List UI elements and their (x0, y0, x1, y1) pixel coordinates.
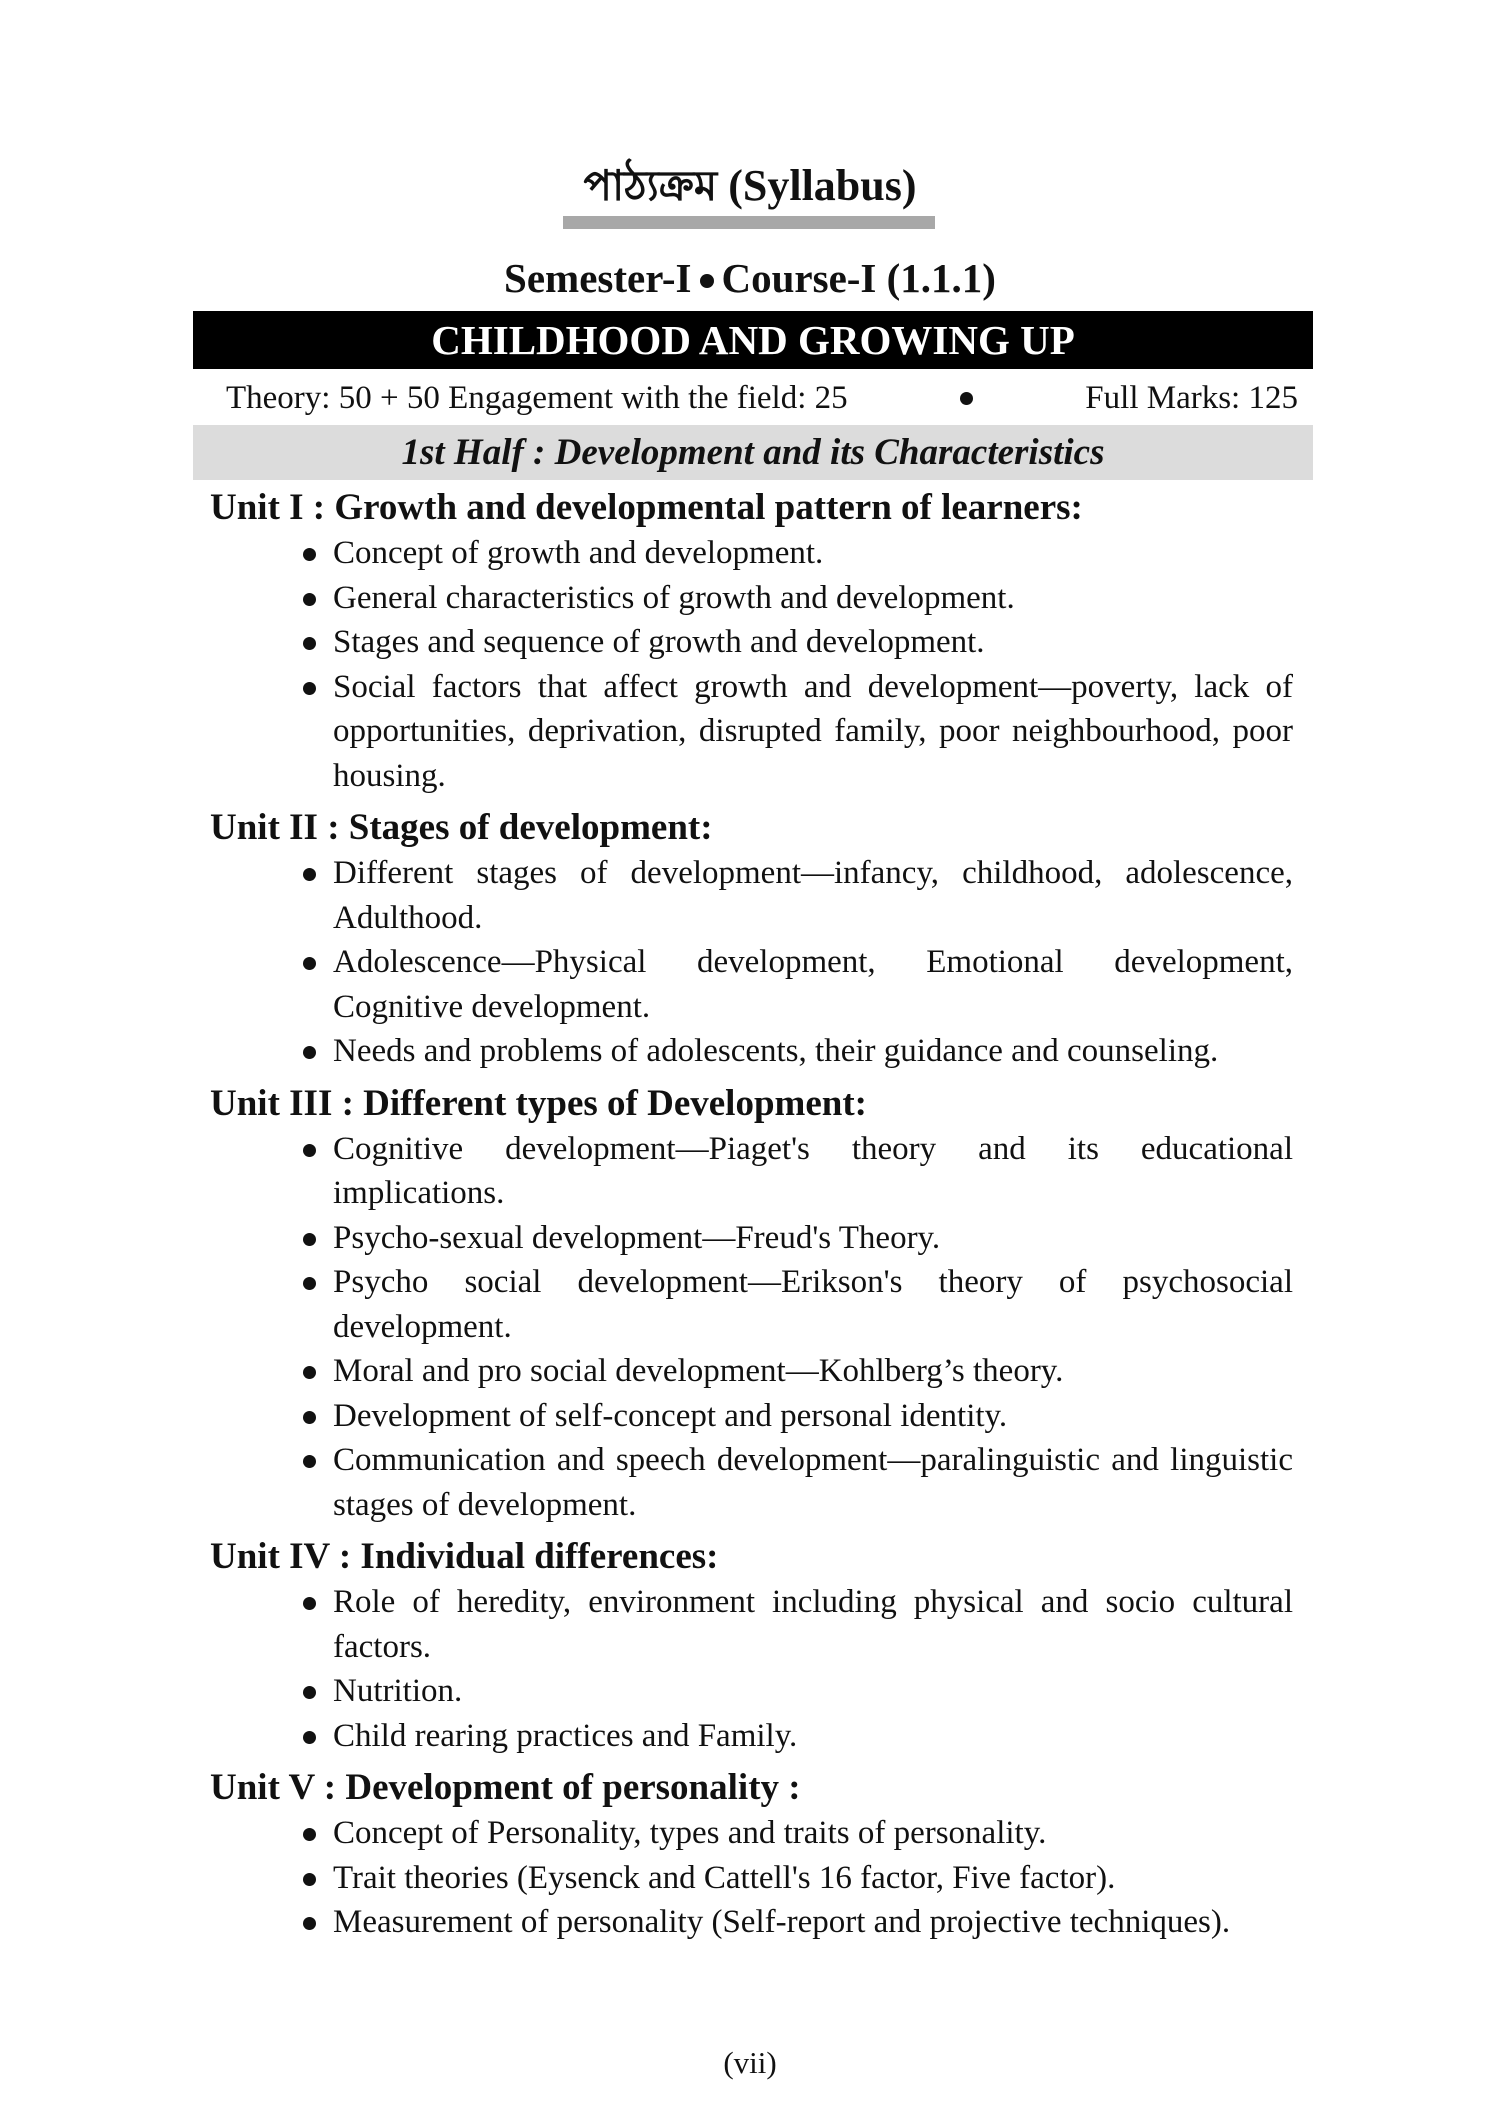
marks-line (226, 376, 1298, 420)
bullet-icon (303, 1686, 316, 1699)
unit-items (0, 531, 1500, 798)
list-item-text: Needs and problems of adolescents, their guidance and counseling. (333, 1033, 1219, 1069)
list-item (333, 531, 1293, 576)
list-item-text: Psycho social development—Erikson's theory of psychosocial development. (333, 1264, 1293, 1345)
semester-label: Semester-I (504, 255, 692, 301)
list-item-text: Psycho-sexual development—Freud's Theory. (333, 1219, 941, 1256)
unit-heading: Unit IV : Individual differences: (210, 1536, 719, 1577)
list-item (333, 665, 1293, 799)
list-item-text: Moral and pro social development—Kohlberg’s theory. (333, 1353, 1064, 1389)
unit-items (0, 1127, 1500, 1528)
list-item (333, 1714, 1293, 1759)
unit-section (0, 1080, 1500, 1528)
title-english: (Syllabus) (728, 161, 917, 210)
list-item (333, 1900, 1293, 1945)
bullet-icon (303, 1144, 316, 1157)
bullet-icon (303, 868, 316, 881)
syllabus-title (583, 158, 916, 214)
bullet-icon (303, 1917, 316, 1930)
list-item (333, 1669, 1293, 1714)
list-item (333, 576, 1293, 621)
theory-marks: Theory: 50 + 50 Engagement with the field: 25 (226, 380, 848, 416)
bullet-icon (303, 637, 316, 650)
list-item-text: General characteristics of growth and development. (333, 579, 1015, 616)
bullet-icon (303, 593, 316, 606)
list-item-text: Different stages of development—infancy, childhood, adolescence, Adulthood. (333, 855, 1293, 936)
bullet-icon (303, 1597, 316, 1610)
list-item (333, 1216, 1293, 1261)
unit-section (0, 1764, 1500, 1945)
bullet-separator-icon (960, 392, 973, 405)
unit-section (0, 484, 1500, 798)
unit-section (0, 804, 1500, 1074)
list-item (333, 1029, 1293, 1074)
list-item (333, 1856, 1293, 1901)
unit-items (0, 851, 1500, 1074)
list-item (333, 1127, 1293, 1216)
list-item-text: Stages and sequence of growth and development. (333, 624, 985, 660)
list-item-text: Concept of Personality, types and traits of personality. (333, 1815, 1047, 1851)
unit-heading: Unit II : Stages of development: (210, 807, 713, 848)
list-item-text: Concept of growth and development. (333, 535, 824, 571)
unit-heading: Unit III : Different types of Development: (210, 1082, 867, 1124)
bullet-icon (303, 1046, 316, 1059)
list-item-text: Child rearing practices and Family. (333, 1717, 798, 1754)
title-bengali: পাঠ্যক্রম (583, 161, 718, 210)
full-marks: Full Marks: 125 (1085, 380, 1298, 416)
list-item (333, 1394, 1293, 1439)
list-item (333, 1349, 1293, 1394)
list-item-text: Social factors that affect growth and development—poverty, lack of opportunities, deprivation, disrupted family, poor neighbourhood, poor housing. (333, 668, 1293, 794)
list-item (333, 1260, 1293, 1349)
list-item-text: Adolescence—Physical development, Emotional development, Cognitive development. (333, 944, 1293, 1025)
list-item-text: Nutrition. (333, 1673, 463, 1709)
units-list (0, 484, 1500, 1951)
bullet-icon (303, 548, 316, 561)
list-item-text: Trait theories (Eysenck and Cattell's 16 factor, Five factor). (333, 1859, 1116, 1896)
list-item (333, 1811, 1293, 1856)
course-label: Course-I (1.1.1) (721, 255, 996, 301)
list-item-text: Role of heredity, environment including physical and socio cultural factors. (333, 1584, 1293, 1665)
list-item-text: Development of self-concept and personal identity. (333, 1397, 1008, 1434)
list-item (333, 620, 1293, 665)
bullet-icon (303, 1233, 316, 1246)
bullet-icon (303, 1873, 316, 1886)
course-title-banner: CHILDHOOD AND GROWING UP (193, 311, 1313, 369)
title-underline-rule (563, 216, 935, 229)
list-item (333, 851, 1293, 940)
page-number: (vii) (723, 2045, 777, 2080)
list-item-text: Cognitive development—Piaget's theory and its educational implications. (333, 1130, 1293, 1211)
bullet-icon (303, 1828, 316, 1841)
list-item-text: Communication and speech development—paralinguistic and linguistic stages of development. (333, 1442, 1293, 1523)
bullet-icon (303, 1455, 316, 1468)
bullet-icon (303, 1366, 316, 1379)
bullet-icon (303, 1731, 316, 1744)
unit-heading: Unit V : Development of personality : (210, 1767, 801, 1808)
bullet-icon (303, 957, 316, 970)
bullet-icon (303, 1277, 316, 1290)
bullet-icon (303, 682, 316, 695)
unit-items (0, 1580, 1500, 1758)
syllabus-title-block (0, 158, 1500, 214)
list-item-text: Measurement of personality (Self-report and projective techniques). (333, 1904, 1231, 1940)
list-item (333, 940, 1293, 1029)
bullet-separator-icon (700, 274, 714, 288)
unit-section (0, 1533, 1500, 1758)
list-item (333, 1438, 1293, 1527)
unit-items (0, 1811, 1500, 1945)
half-title-banner: 1st Half : Development and its Characteristics (193, 425, 1313, 480)
list-item (333, 1580, 1293, 1669)
unit-heading: Unit I : Growth and developmental pattern of learners: (210, 487, 1083, 528)
semester-course-line (0, 252, 1500, 304)
bullet-icon (303, 1411, 316, 1424)
